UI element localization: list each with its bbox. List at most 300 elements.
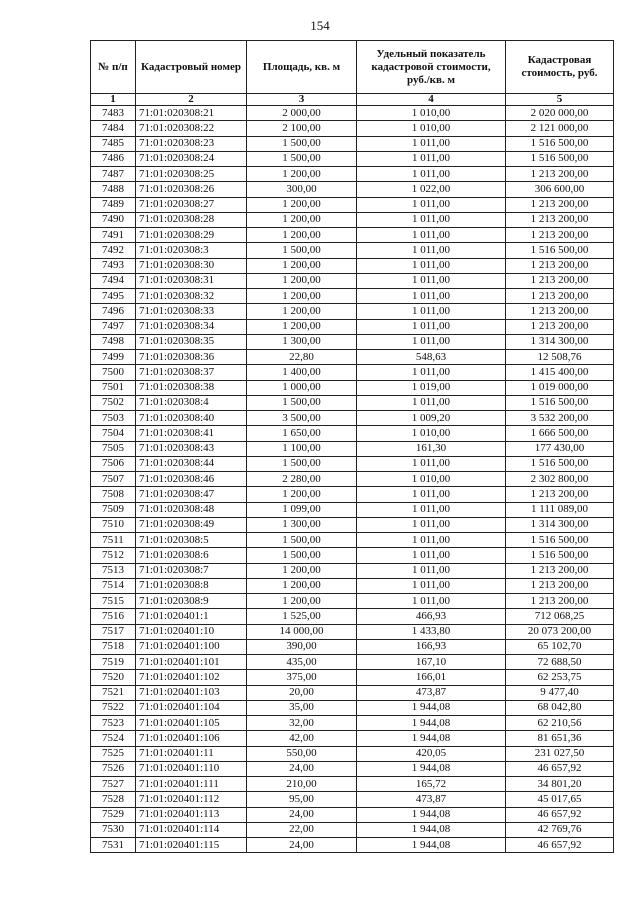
table-row [91,502,614,517]
cadastral-number: 71:01:020401:102 [136,670,247,685]
row-number: 7491 [91,228,136,243]
row-number: 7495 [91,289,136,304]
table-row [91,289,614,304]
area-value: 1 500,00 [247,136,357,151]
row-number: 7513 [91,563,136,578]
unit-rate-value: 1 010,00 [357,106,506,121]
row-number: 7524 [91,731,136,746]
unit-rate-value: 1 011,00 [357,517,506,532]
area-value: 2 100,00 [247,121,357,136]
row-number: 7492 [91,243,136,258]
cadastral-value: 1 516 500,00 [506,151,614,166]
table-row [91,609,614,624]
area-value: 24,00 [247,807,357,822]
table-row [91,731,614,746]
row-number: 7501 [91,380,136,395]
area-value: 1 200,00 [247,563,357,578]
cadastral-value: 2 121 000,00 [506,121,614,136]
unit-rate-value: 1 944,08 [357,761,506,776]
cadastral-number: 71:01:020401:104 [136,700,247,715]
unit-rate-value: 466,93 [357,609,506,624]
unit-rate-value: 161,30 [357,441,506,456]
cadastral-value: 1 213 200,00 [506,212,614,227]
table-row [91,700,614,715]
table-row [91,426,614,441]
table-row [91,533,614,548]
column-index: 4 [357,94,506,106]
unit-rate-value: 166,01 [357,670,506,685]
area-value: 1 500,00 [247,533,357,548]
unit-rate-value: 1 011,00 [357,548,506,563]
cadastral-value: 231 027,50 [506,746,614,761]
table-header-row [91,41,614,94]
area-value: 32,00 [247,716,357,731]
area-value: 1 200,00 [247,487,357,502]
area-value: 1 525,00 [247,609,357,624]
unit-rate-value: 1 010,00 [357,426,506,441]
unit-rate-value: 1 011,00 [357,594,506,609]
table-row [91,167,614,182]
row-number: 7517 [91,624,136,639]
table-row [91,594,614,609]
unit-rate-value: 1 944,08 [357,838,506,853]
unit-rate-value: 1 010,00 [357,121,506,136]
cadastral-value: 1 666 500,00 [506,426,614,441]
cadastral-number: 71:01:020308:47 [136,487,247,502]
row-number: 7518 [91,639,136,654]
cadastral-number: 71:01:020401:114 [136,822,247,837]
row-number: 7516 [91,609,136,624]
area-value: 1 500,00 [247,548,357,563]
unit-rate-value: 1 011,00 [357,136,506,151]
area-value: 3 500,00 [247,411,357,426]
area-value: 2 280,00 [247,472,357,487]
table-row [91,121,614,136]
column-index: 3 [247,94,357,106]
unit-rate-value: 1 019,00 [357,380,506,395]
unit-rate-value: 1 022,00 [357,182,506,197]
row-number: 7487 [91,167,136,182]
cadastral-value: 65 102,70 [506,639,614,654]
table-row [91,777,614,792]
table-row [91,456,614,471]
row-number: 7502 [91,395,136,410]
table-body [91,106,614,853]
cadastral-value: 177 430,00 [506,441,614,456]
table-row [91,792,614,807]
area-value: 1 100,00 [247,441,357,456]
cadastral-number: 71:01:020308:34 [136,319,247,334]
area-value: 1 500,00 [247,243,357,258]
row-number: 7488 [91,182,136,197]
row-number: 7527 [91,777,136,792]
table-row [91,304,614,319]
area-value: 300,00 [247,182,357,197]
row-number: 7529 [91,807,136,822]
cadastral-number: 71:01:020401:11 [136,746,247,761]
table-row [91,380,614,395]
cadastral-number: 71:01:020308:49 [136,517,247,532]
row-number: 7507 [91,472,136,487]
header-area: Площадь, кв. м [247,41,357,94]
unit-rate-value: 1 011,00 [357,456,506,471]
cadastral-number: 71:01:020401:10 [136,624,247,639]
area-value: 1 300,00 [247,334,357,349]
area-value: 1 200,00 [247,289,357,304]
area-value: 1 200,00 [247,228,357,243]
area-value: 1 400,00 [247,365,357,380]
area-value: 1 200,00 [247,304,357,319]
row-number: 7509 [91,502,136,517]
cadastral-number: 71:01:020308:41 [136,426,247,441]
table-row [91,761,614,776]
unit-rate-value: 1 011,00 [357,319,506,334]
row-number: 7511 [91,533,136,548]
cadastral-number: 71:01:020308:22 [136,121,247,136]
cadastral-number: 71:01:020308:32 [136,289,247,304]
cadastral-number: 71:01:020401:112 [136,792,247,807]
table-row [91,182,614,197]
cadastral-number: 71:01:020308:43 [136,441,247,456]
table-row [91,746,614,761]
cadastral-value: 62 210,56 [506,716,614,731]
cadastral-number: 71:01:020308:46 [136,472,247,487]
row-number: 7493 [91,258,136,273]
cadastral-value: 1 516 500,00 [506,243,614,258]
unit-rate-value: 1 011,00 [357,487,506,502]
row-number: 7496 [91,304,136,319]
table-row [91,670,614,685]
unit-rate-value: 1 009,20 [357,411,506,426]
row-number: 7510 [91,517,136,532]
cadastral-value: 1 019 000,00 [506,380,614,395]
row-number: 7484 [91,121,136,136]
area-value: 1 500,00 [247,395,357,410]
table-row [91,151,614,166]
table-row [91,106,614,121]
unit-rate-value: 1 944,08 [357,716,506,731]
cadastral-value: 3 532 200,00 [506,411,614,426]
area-value: 1 200,00 [247,167,357,182]
cadastral-number: 71:01:020308:36 [136,350,247,365]
row-number: 7528 [91,792,136,807]
unit-rate-value: 1 011,00 [357,151,506,166]
unit-rate-value: 1 011,00 [357,578,506,593]
cadastral-value: 81 651,36 [506,731,614,746]
header-unit-rate: Удельный показатель кадастровой стоимости, руб./кв. м [357,41,506,94]
row-number: 7514 [91,578,136,593]
cadastral-value: 2 302 800,00 [506,472,614,487]
cadastral-number: 71:01:020401:110 [136,761,247,776]
unit-rate-value: 1 011,00 [357,228,506,243]
cadastral-value: 46 657,92 [506,761,614,776]
table-row [91,639,614,654]
area-value: 1 200,00 [247,197,357,212]
table-row [91,136,614,151]
cadastral-value: 1 516 500,00 [506,395,614,410]
row-number: 7530 [91,822,136,837]
row-number: 7526 [91,761,136,776]
cadastral-number: 71:01:020308:44 [136,456,247,471]
cadastral-value: 68 042,80 [506,700,614,715]
area-value: 435,00 [247,655,357,670]
cadastral-value: 62 253,75 [506,670,614,685]
cadastral-number: 71:01:020308:38 [136,380,247,395]
cadastral-value: 1 314 300,00 [506,517,614,532]
row-number: 7508 [91,487,136,502]
cadastral-number: 71:01:020308:27 [136,197,247,212]
unit-rate-value: 1 944,08 [357,700,506,715]
cadastral-number: 71:01:020308:23 [136,136,247,151]
cadastral-number: 71:01:020401:113 [136,807,247,822]
row-number: 7522 [91,700,136,715]
cadastral-value: 1 213 200,00 [506,167,614,182]
cadastral-number: 71:01:020308:33 [136,304,247,319]
row-number: 7503 [91,411,136,426]
unit-rate-value: 1 011,00 [357,395,506,410]
column-index: 2 [136,94,247,106]
row-number: 7515 [91,594,136,609]
cadastral-value: 46 657,92 [506,838,614,853]
unit-rate-value: 473,87 [357,792,506,807]
area-value: 1 500,00 [247,151,357,166]
unit-rate-value: 1 011,00 [357,289,506,304]
table-row [91,243,614,258]
page-number: 154 [310,18,330,33]
unit-rate-value: 1 011,00 [357,167,506,182]
table-row [91,487,614,502]
table-row [91,838,614,853]
cadastral-value: 1 213 200,00 [506,273,614,288]
cadastral-number: 71:01:020308:26 [136,182,247,197]
area-value: 2 000,00 [247,106,357,121]
table-row [91,273,614,288]
cadastral-value: 72 688,50 [506,655,614,670]
cadastral-value: 1 213 200,00 [506,487,614,502]
cadastral-value: 20 073 200,00 [506,624,614,639]
table-row [91,411,614,426]
cadastral-value: 712 068,25 [506,609,614,624]
unit-rate-value: 1 011,00 [357,304,506,319]
area-value: 14 000,00 [247,624,357,639]
unit-rate-value: 1 944,08 [357,822,506,837]
cadastral-value: 1 213 200,00 [506,304,614,319]
area-value: 20,00 [247,685,357,700]
cadastral-value: 1 111 089,00 [506,502,614,517]
cadastral-number: 71:01:020308:31 [136,273,247,288]
cadastral-number: 71:01:020308:8 [136,578,247,593]
row-number: 7486 [91,151,136,166]
area-value: 1 200,00 [247,273,357,288]
area-value: 24,00 [247,838,357,853]
table-row [91,441,614,456]
table-row [91,517,614,532]
cadastral-value: 42 769,76 [506,822,614,837]
area-value: 1 099,00 [247,502,357,517]
row-number: 7490 [91,212,136,227]
cadastral-value: 1 213 200,00 [506,563,614,578]
unit-rate-value: 1 433,80 [357,624,506,639]
cadastral-number: 71:01:020308:35 [136,334,247,349]
table-row [91,228,614,243]
unit-rate-value: 1 011,00 [357,273,506,288]
cadastral-value-table [90,40,614,853]
unit-rate-value: 166,93 [357,639,506,654]
area-value: 1 500,00 [247,456,357,471]
cadastral-value: 1 213 200,00 [506,289,614,304]
unit-rate-value: 1 011,00 [357,258,506,273]
cadastral-number: 71:01:020401:106 [136,731,247,746]
area-value: 1 650,00 [247,426,357,441]
cadastral-value: 1 516 500,00 [506,456,614,471]
column-index: 1 [91,94,136,106]
cadastral-value: 1 516 500,00 [506,548,614,563]
row-number: 7498 [91,334,136,349]
table-row [91,563,614,578]
area-value: 1 200,00 [247,594,357,609]
cadastral-value: 2 020 000,00 [506,106,614,121]
unit-rate-value: 1 944,08 [357,731,506,746]
unit-rate-value: 1 011,00 [357,334,506,349]
table-row [91,212,614,227]
cadastral-number: 71:01:020308:29 [136,228,247,243]
unit-rate-value: 548,63 [357,350,506,365]
cadastral-number: 71:01:020308:4 [136,395,247,410]
cadastral-number: 71:01:020401:111 [136,777,247,792]
row-number: 7506 [91,456,136,471]
table-row [91,578,614,593]
row-number: 7525 [91,746,136,761]
cadastral-number: 71:01:020308:24 [136,151,247,166]
cadastral-value: 1 516 500,00 [506,533,614,548]
cadastral-value: 1 213 200,00 [506,228,614,243]
table-row [91,716,614,731]
table-row [91,807,614,822]
table-row [91,822,614,837]
cadastral-number: 71:01:020308:30 [136,258,247,273]
header-cadastral-number: Кадастровый номер [136,41,247,94]
cadastral-number: 71:01:020308:37 [136,365,247,380]
table-row [91,258,614,273]
unit-rate-value: 1 011,00 [357,365,506,380]
row-number: 7494 [91,273,136,288]
table-row [91,334,614,349]
unit-rate-value: 1 011,00 [357,212,506,227]
table-row [91,197,614,212]
unit-rate-value: 1 011,00 [357,243,506,258]
cadastral-value: 306 600,00 [506,182,614,197]
unit-rate-value: 420,05 [357,746,506,761]
area-value: 375,00 [247,670,357,685]
unit-rate-value: 1 011,00 [357,533,506,548]
table-row [91,365,614,380]
cadastral-value: 1 213 200,00 [506,578,614,593]
area-value: 1 000,00 [247,380,357,395]
row-number: 7485 [91,136,136,151]
cadastral-value: 1 516 500,00 [506,136,614,151]
cadastral-value: 1 314 300,00 [506,334,614,349]
cadastral-number: 71:01:020308:6 [136,548,247,563]
cadastral-number: 71:01:020308:5 [136,533,247,548]
cadastral-value: 1 213 200,00 [506,594,614,609]
cadastral-number: 71:01:020401:101 [136,655,247,670]
row-number: 7523 [91,716,136,731]
table-row [91,655,614,670]
table-row [91,685,614,700]
cadastral-value: 1 213 200,00 [506,319,614,334]
cadastral-number: 71:01:020308:28 [136,212,247,227]
cadastral-number: 71:01:020401:1 [136,609,247,624]
cadastral-value: 1 213 200,00 [506,197,614,212]
area-value: 22,00 [247,822,357,837]
cadastral-number: 71:01:020308:21 [136,106,247,121]
row-number: 7521 [91,685,136,700]
cadastral-number: 71:01:020308:25 [136,167,247,182]
table-row [91,350,614,365]
row-number: 7505 [91,441,136,456]
area-value: 42,00 [247,731,357,746]
area-value: 210,00 [247,777,357,792]
cadastral-number: 71:01:020401:100 [136,639,247,654]
area-value: 390,00 [247,639,357,654]
cadastral-number: 71:01:020401:103 [136,685,247,700]
table-row [91,624,614,639]
cadastral-value: 1 213 200,00 [506,258,614,273]
table-column-index-row [91,94,614,106]
row-number: 7499 [91,350,136,365]
header-cadastral-value: Кадастровая стоимость, руб. [506,41,614,94]
cadastral-number: 71:01:020308:3 [136,243,247,258]
unit-rate-value: 1 011,00 [357,502,506,517]
area-value: 1 200,00 [247,258,357,273]
table-row [91,472,614,487]
area-value: 1 300,00 [247,517,357,532]
cadastral-number: 71:01:020401:115 [136,838,247,853]
cadastral-number: 71:01:020308:48 [136,502,247,517]
header-number: № п/п [91,41,136,94]
unit-rate-value: 1 944,08 [357,807,506,822]
table-row [91,319,614,334]
area-value: 35,00 [247,700,357,715]
cadastral-value: 9 477,40 [506,685,614,700]
column-index: 5 [506,94,614,106]
row-number: 7519 [91,655,136,670]
row-number: 7520 [91,670,136,685]
cadastral-number: 71:01:020308:40 [136,411,247,426]
area-value: 22,80 [247,350,357,365]
area-value: 1 200,00 [247,578,357,593]
area-value: 1 200,00 [247,319,357,334]
row-number: 7512 [91,548,136,563]
row-number: 7489 [91,197,136,212]
unit-rate-value: 1 011,00 [357,197,506,212]
cadastral-number: 71:01:020401:105 [136,716,247,731]
table-row [91,395,614,410]
cadastral-value: 45 017,65 [506,792,614,807]
cadastral-value: 1 415 400,00 [506,365,614,380]
area-value: 95,00 [247,792,357,807]
table-row [91,548,614,563]
row-number: 7500 [91,365,136,380]
row-number: 7504 [91,426,136,441]
cadastral-number: 71:01:020308:9 [136,594,247,609]
row-number: 7497 [91,319,136,334]
area-value: 1 200,00 [247,212,357,227]
cadastral-value: 46 657,92 [506,807,614,822]
unit-rate-value: 1 011,00 [357,563,506,578]
area-value: 550,00 [247,746,357,761]
cadastral-value: 34 801,20 [506,777,614,792]
